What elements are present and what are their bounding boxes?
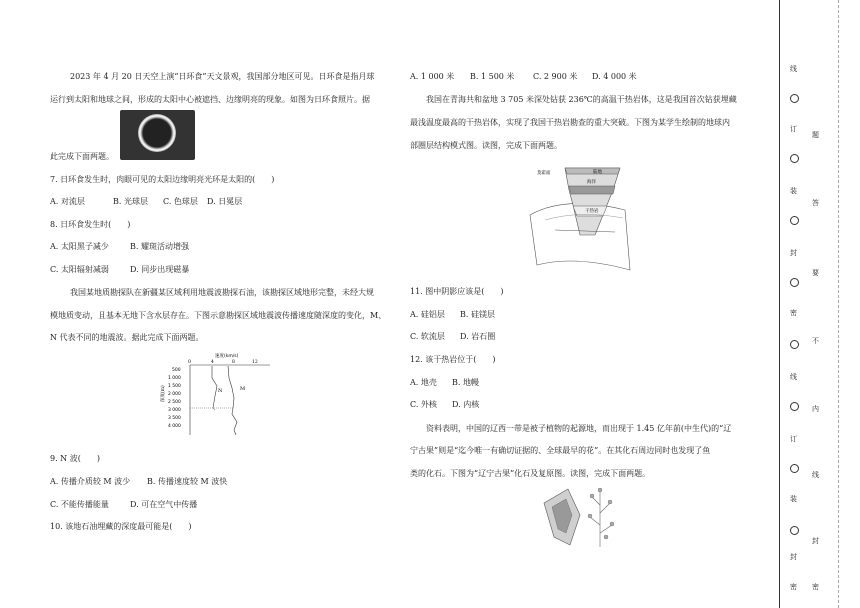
- sidebar-circle: [790, 402, 799, 411]
- sidebar-far-char: 不: [812, 337, 819, 345]
- sidebar-far-char: 线: [812, 471, 819, 479]
- q7-option-b[interactable]: B. 光球层: [113, 197, 148, 206]
- question-12: 12. 该干热岩位于( ): [410, 355, 496, 364]
- q10-option-c[interactable]: C. 2 900 米: [533, 72, 578, 81]
- q11-option-d[interactable]: D. 岩石圈: [460, 332, 496, 341]
- graph-ytick-4: 2 500: [168, 400, 181, 405]
- binding-dashed-line: [838, 0, 839, 608]
- series-n-label: N: [218, 388, 223, 394]
- graph-ytick-7: 4 000: [168, 424, 181, 429]
- diagram-label-ocean: 海洋: [587, 180, 596, 185]
- graph-ytick-6: 3 500: [168, 416, 181, 421]
- sidebar-far-char: 密: [812, 583, 819, 591]
- sidebar-circle: [790, 340, 799, 349]
- graph-ytick-1: 1 000: [168, 376, 181, 381]
- sidebar-char: 订: [790, 435, 797, 443]
- question-8: 8. 日环食发生时( ): [50, 220, 131, 229]
- intro-line-2: 运行到太阳和地球之间，形成的太阳中心被遮挡、边缘明亮的现象。如图为日环食照片。据: [50, 95, 370, 104]
- q12-option-c[interactable]: C. 外核: [410, 400, 437, 409]
- q7-option-d[interactable]: D. 日冕层: [207, 197, 243, 206]
- sidebar-circle: [790, 94, 799, 103]
- graph-ytick-5: 3 000: [168, 408, 181, 413]
- q10-option-b[interactable]: B. 1 500 米: [470, 72, 515, 81]
- para4-line-2: 宁古果”则是“迄今唯一有确切证据的、全球最早的花”。在其化石周边同时也发现了鱼: [410, 446, 711, 455]
- graph-ytick-3: 2 000: [168, 392, 181, 397]
- q8-option-b[interactable]: B. 耀斑活动增强: [130, 242, 189, 251]
- q12-option-b[interactable]: B. 地幔: [452, 378, 479, 387]
- para3-line-2: 最浅温度最高的干热岩体，实现了我国干热岩勘查的重大突破。下图为某学生绘制的地球内: [410, 118, 730, 127]
- sidebar-far-char: 内: [812, 405, 819, 413]
- sidebar-char: 封: [790, 249, 797, 257]
- graph-xtick-2: 8: [232, 360, 235, 365]
- sidebar-circle: [790, 278, 799, 287]
- seismic-wave-graph: [160, 350, 280, 445]
- q9-option-c[interactable]: C. 不能传播能量: [50, 500, 109, 509]
- graph-xtick-1: 4: [211, 360, 214, 365]
- q11-option-a[interactable]: A. 硅铝层: [410, 310, 445, 319]
- sidebar-char: 装: [790, 187, 797, 195]
- q9-option-b[interactable]: B. 传播速度较 M 波快: [147, 477, 228, 486]
- m-wave-line: [228, 366, 237, 435]
- q12-option-a[interactable]: A. 地壳: [410, 378, 437, 387]
- para4-line-1: 资料表明，中国的辽西一带是被子植物的起源地，而出现于 1.45 亿年前(中生代)的“辽: [426, 424, 732, 433]
- fossil-image: [540, 485, 630, 550]
- series-m-label: M: [240, 386, 246, 392]
- sidebar-char: 线: [790, 65, 797, 73]
- sidebar-circle: [790, 526, 799, 535]
- q7-option-c[interactable]: C. 色球层: [163, 197, 198, 206]
- graph-ytick-2: 1 500: [168, 384, 181, 389]
- q9-option-d[interactable]: D. 可在空气中传播: [130, 500, 198, 509]
- q9-option-a[interactable]: A. 传播介质较 M 波少: [50, 477, 131, 486]
- sidebar-circle: [790, 216, 799, 225]
- sidebar-far-char: 要: [812, 269, 819, 277]
- question-10: 10. 该地石油埋藏的深度最可能是( ): [50, 522, 192, 531]
- sidebar-char: 订: [790, 125, 797, 133]
- q11-option-c[interactable]: C. 软流层: [410, 332, 445, 341]
- sidebar-far-char: 答: [812, 199, 819, 207]
- para3-line-3: 部圈层结构模式图。读图，完成下面两题。: [410, 141, 562, 150]
- q10-option-d[interactable]: D. 4 000 米: [592, 72, 637, 81]
- q8-option-a[interactable]: A. 太阳黑子减少: [50, 242, 109, 251]
- n-wave-line: [212, 366, 217, 408]
- intro-line-3: 此完成下面两题。: [50, 152, 114, 161]
- diagram-label-land: 陆地: [593, 170, 602, 175]
- para2-line-1: 我国某地质勘探队在新疆某区域利用地震波勘探石油，该勘探区域地形完整，未经大规: [70, 288, 374, 297]
- question-11: 11. 图中阴影应该是( ): [410, 287, 504, 296]
- diagram-label-moho: 莫霍面: [537, 171, 551, 176]
- sidebar-char: 封: [790, 553, 797, 561]
- sidebar-circle: [790, 464, 799, 473]
- solar-eclipse-photo: [120, 110, 195, 160]
- para2-line-2: 模地质变动，且基本无地下含水层存在。下图示意勘探区域地震波传播速度随深度的变化，M、: [50, 311, 387, 320]
- graph-ylabel: 深度(m): [161, 385, 166, 402]
- question-9: 9. N 波( ): [50, 454, 100, 463]
- intro-line-1: 2023 年 4 月 20 日天空上演“日环食”天文景观，我国部分地区可见。日环食是指月球: [70, 72, 375, 81]
- sidebar-char: 密: [790, 309, 797, 317]
- sidebar-circle: [790, 154, 799, 163]
- question-7: 7. 日环食发生时，肉眼可见的太阳边缘明亮光环是太阳的( ): [50, 175, 275, 184]
- sidebar-far-char: 题: [812, 131, 819, 139]
- sidebar-char: 线: [790, 373, 797, 381]
- sidebar-char: 密: [790, 583, 797, 591]
- q11-option-b[interactable]: B. 硅镁层: [460, 310, 495, 319]
- graph-xtick-3: 12: [252, 360, 258, 365]
- graph-xtick-0: 0: [188, 360, 191, 365]
- diagram-label-hot-rock: 干热岩: [585, 209, 599, 214]
- para2-line-3: N 代表不同的地震波。据此完成下面两题。: [50, 333, 204, 342]
- q8-option-c[interactable]: C. 太阳辐射减弱: [50, 265, 109, 274]
- q10-option-a[interactable]: A. 1 000 米: [410, 72, 455, 81]
- q7-option-a[interactable]: A. 对流层: [50, 197, 85, 206]
- para3-line-1: 我国在青海共和盆地 3 705 米深处钻获 236℃的高温干热岩体，这是我国首次钻获埋藏: [426, 95, 737, 104]
- binding-line: [779, 0, 780, 608]
- earth-layer-diagram: [525, 160, 635, 275]
- sidebar-char: 装: [790, 495, 797, 503]
- sidebar-far-char: 封: [812, 537, 819, 545]
- para4-line-3: 类的化石。下图为“辽宁古果”化石及复原图。读图，完成下面两题。: [410, 469, 651, 478]
- q12-option-d[interactable]: D. 内核: [452, 400, 480, 409]
- graph-ytick-0: 500: [172, 368, 181, 373]
- graph-xlabel: 速度(km/s): [215, 354, 239, 359]
- q8-option-d[interactable]: D. 同步出现磁暴: [130, 265, 190, 274]
